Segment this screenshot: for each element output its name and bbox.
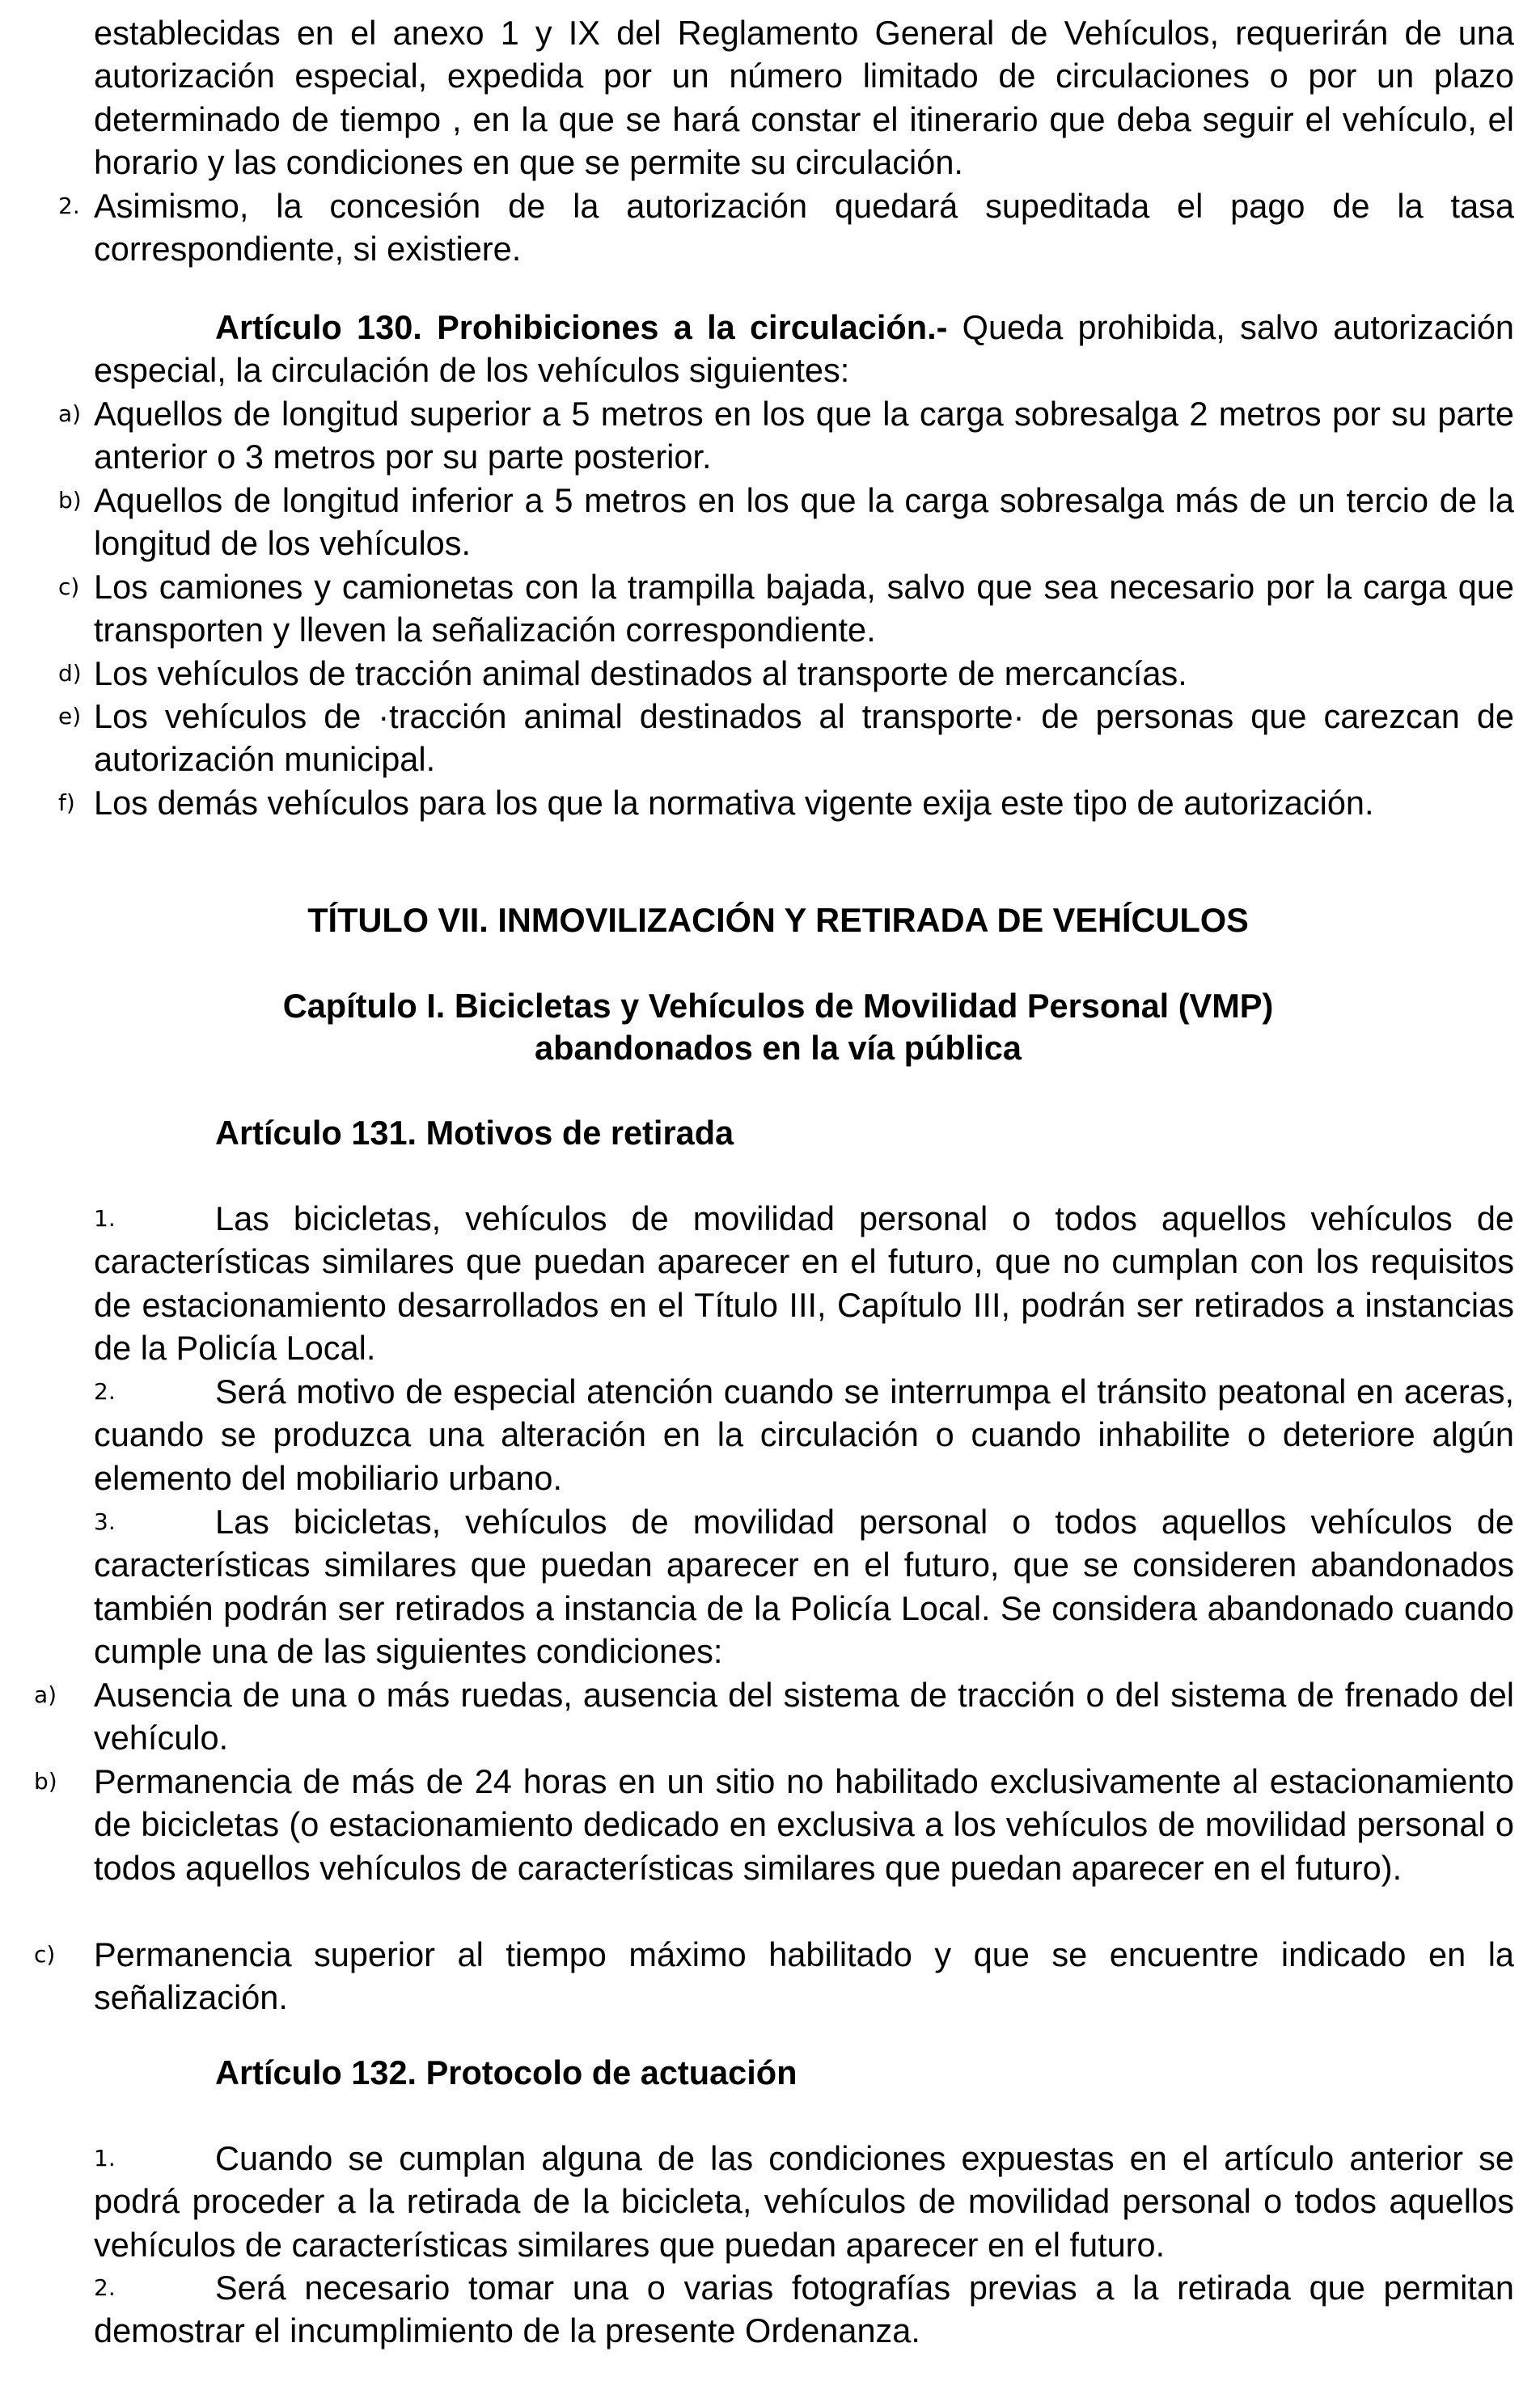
art130-item-d: Los vehículos de tracción animal destinados al transporte de mercancías. [94,654,1187,692]
art132-item-1: Cuando se cumplan alguna de las condiciones expuestas en el artículo anterior se podrá proceder a la retirada de la bicicleta, vehículos de movilidad personal o todos aquellos vehículos de características similares que puedan aparecer en el futuro. [94,2139,1514,2264]
list-marker: b) [34,1768,57,1795]
title-vii: TÍTULO VII. INMOVILIZACIÓN Y RETIRADA DE VEHÍCULOS [307,901,1249,939]
list-marker: 1. [94,2145,116,2172]
list-marker: c) [58,573,80,600]
art132-item-2: Será necesario tomar una o varias fotografías previas a la retirada que permitan demostrar el incumplimiento de la presente Ordenanza. [94,2269,1514,2350]
list-marker: 2. [94,2274,116,2301]
list-marker: a) [58,400,82,427]
list-marker: e) [58,703,82,730]
art131-heading: Artículo 131. Motivos de retirada [215,1114,734,1152]
art130-paragraph [94,306,1514,392]
art130-item-e: Los vehículos de ·tracción animal destinados al transporte· de personas que carezcan de autorización municipal. [94,697,1514,779]
art130-item-c: Los camiones y camionetas con la trampilla bajada, salvo que sea necesario por la carga que transporten y lleven la señalización correspondiente. [94,568,1514,649]
art131-subitem-a: Ausencia de una o más ruedas, ausencia del sistema de tracción o del sistema de frenado del vehículo. [94,1676,1514,1757]
art130-item-f: Los demás vehículos para los que la normativa vigente exija este tipo de autorización. [94,784,1374,822]
intro-item-2: Asimismo, la concesión de la autorización quedará supeditada el pago de la tasa correspondiente, si existiere. [94,187,1514,269]
list-marker: 3. [94,1508,116,1535]
art131-item-2: Será motivo de especial atención cuando se interrumpa el tránsito peatonal en aceras, cuando se produzca una alteración en la circulación o cuando inhabilite o deteriore algún elemento del mobiliario urbano. [94,1372,1514,1497]
art130-text: Queda prohibida, salvo autorización especial, la circulación de los vehículos siguientes: [94,308,1514,390]
list-marker: 2. [58,192,80,219]
list-marker: c) [34,1941,56,1968]
art131-subitem-b: Permanencia de más de 24 horas en un sitio no habilitado exclusivamente al estacionamiento de bicicletas (o estacionamiento dedicado en exclusiva a los vehículos de movilidad personal o todos aquellos vehículos de características similares que puedan aparecer en el futuro). [94,1762,1514,1887]
list-marker: d) [58,660,82,687]
intro-paragraph: establecidas en el anexo 1 y IX del Reglamento General de Vehículos, requerirán de una autorización especial, expedida por un número limitado de circulaciones o por un plazo determinado de tiempo , en la que se hará constar el itinerario que deba seguir el vehículo, el horario y las condiciones en que se permite su circulación. [94,14,1514,182]
art131-item-1: Las bicicletas, vehículos de movilidad personal o todos aquellos vehículos de características similares que puedan aparecer en el futuro, que no cumplan con los requisitos de estacionamiento desarrollados en el Título III, Capítulo III, podrán ser retirados a instancias de la Policía Local. [94,1199,1514,1368]
list-marker: b) [58,487,82,514]
art130-item-b: Aquellos de longitud inferior a 5 metros en los que la carga sobresalga más de un tercio de la longitud de los vehículos. [94,481,1514,563]
list-marker: a) [34,1681,57,1708]
chapter-i-line1: Capítulo I. Bicicletas y Vehículos de Movilidad Personal (VMP) [282,987,1274,1025]
art132-heading: Artículo 132. Protocolo de actuación [215,2053,798,2091]
chapter-i-line2: abandonados en la vía pública [535,1029,1022,1067]
art131-item-3: Las bicicletas, vehículos de movilidad personal o todos aquellos vehículos de características similares que puedan aparecer en el futuro, que se consideren abandonados también podrán ser retirados a instancia de la Policía Local. Se considera abandonado cuando cumple una de las siguientes condiciones: [94,1503,1514,1671]
art130-item-a: Aquellos de longitud superior a 5 metros en los que la carga sobresalga 2 metros por su parte anterior o 3 metros por su parte posterior. [94,395,1514,476]
list-marker: f) [58,789,75,816]
art131-subitem-c: Permanencia superior al tiempo máximo habilitado y que se encuentre indicado en la señalización. [94,1935,1514,2017]
list-marker: 2. [94,1378,116,1405]
art130-heading: Artículo 130. Prohibiciones a la circulación.- [215,308,948,346]
list-marker: 1. [94,1205,116,1232]
